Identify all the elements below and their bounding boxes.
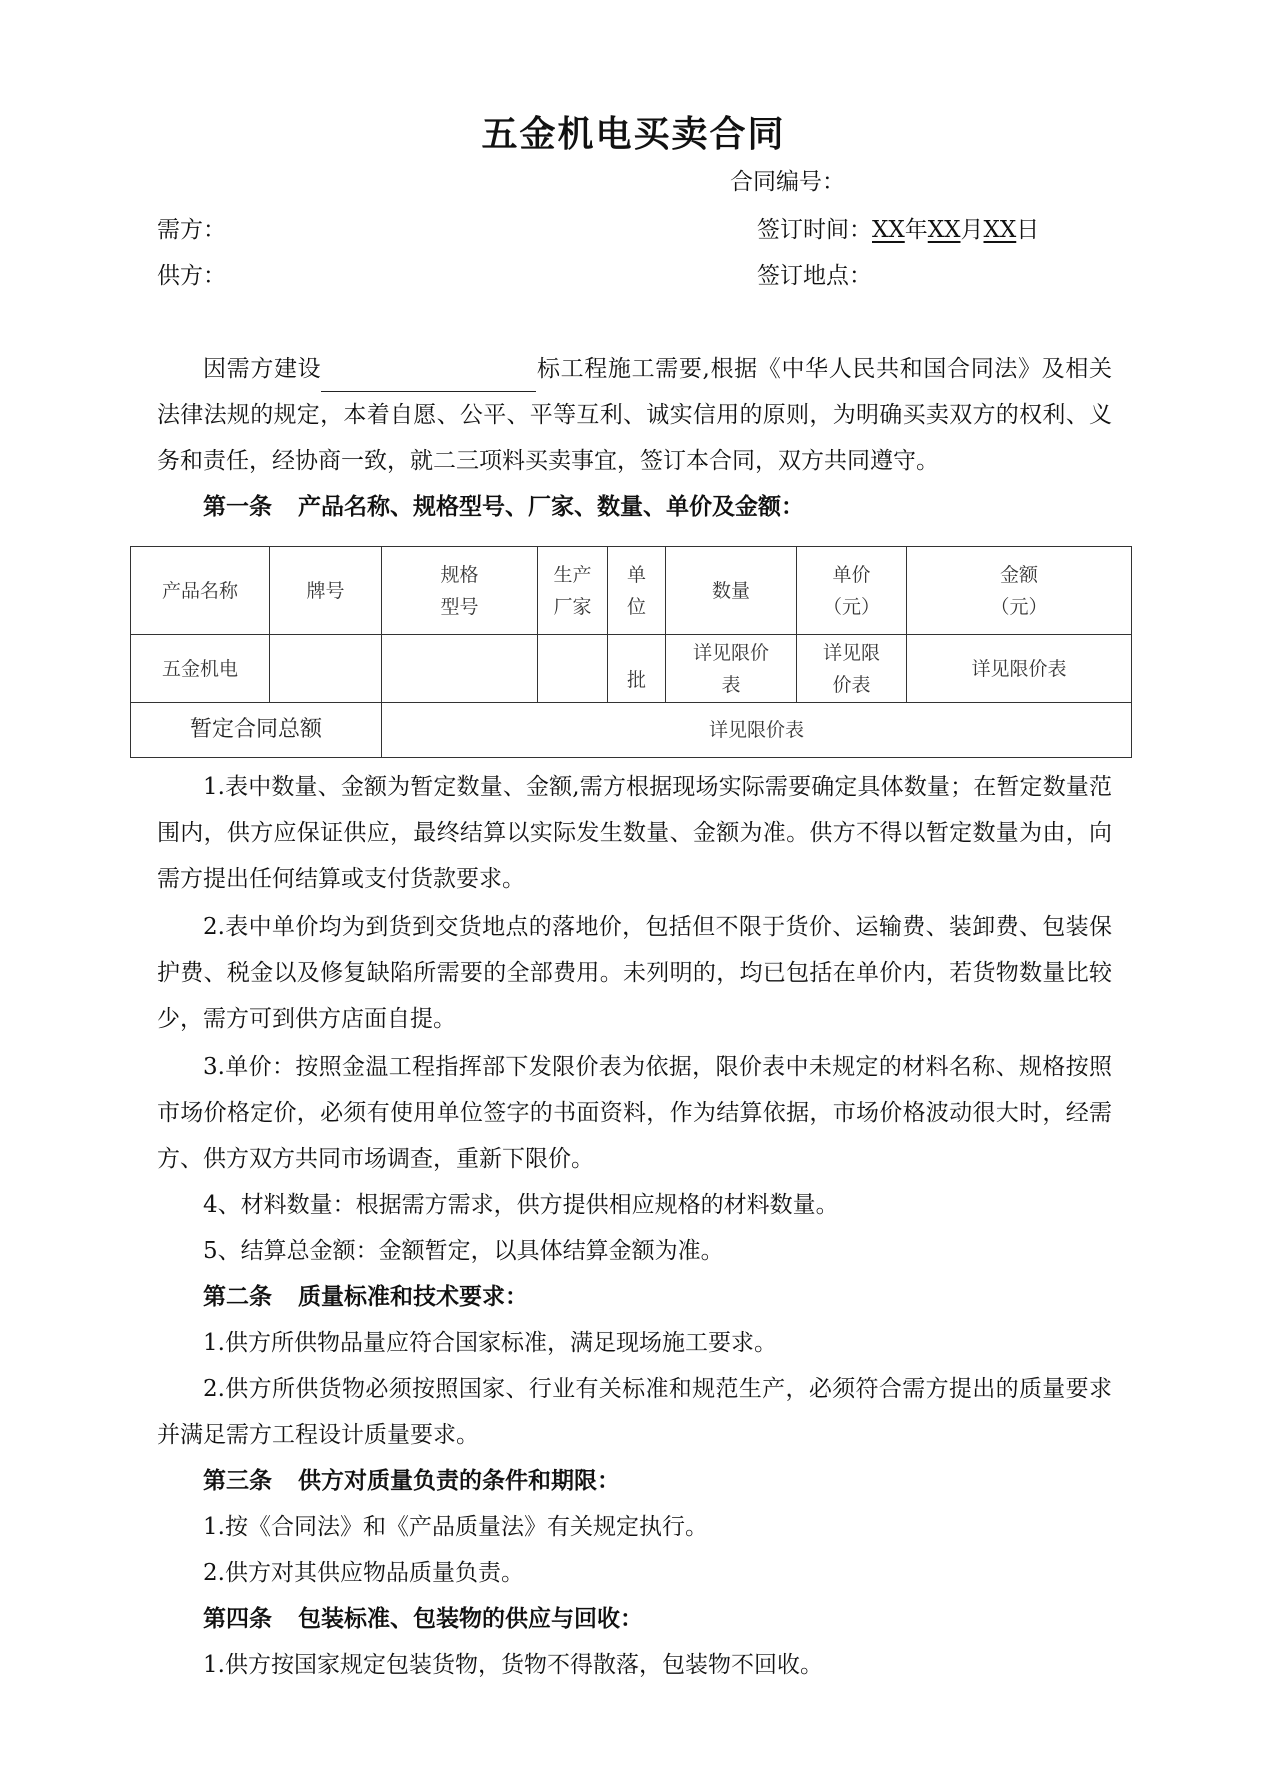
sign-date (757, 215, 1039, 245)
article4-item-1: 1.供方按国家规定包装货物，货物不得散落，包装物不回收。 (203, 1652, 823, 1678)
article2-heading (157, 1274, 1112, 1320)
header-quantity: 数量 (666, 547, 797, 635)
table-header-row (131, 547, 1132, 635)
intro-rest: 标工程施工需要,根据《中华人民共和国合同法》及相关法律法规的规定，本着自愿、公平、平等互利、诚实信用的原则，为明确买卖双方的权利、义务和责任，经协商一致，就二三项料买卖事宜，签订本合同，双方共同遵守。 (157, 356, 1112, 474)
article2-item-2: 2.供方所供货物必须按照国家、行业有关标准和规范生产，必须符合需方提出的质量要求并满足需方工程设计质量要求。 (157, 1376, 1112, 1448)
sign-year-label: 年 (904, 217, 928, 243)
header-amount: 金额 （元） (907, 547, 1132, 635)
article4-number: 第四条 (203, 1605, 272, 1632)
cell-amount: 详见限价表 (907, 635, 1132, 703)
header-brand: 牌号 (270, 547, 382, 635)
header-unit-price: 单价 （元） (797, 547, 907, 635)
buyer-label: 需方： (157, 217, 226, 243)
sign-day-value: XX (983, 217, 1017, 243)
article4-heading (157, 1596, 1112, 1642)
sign-place-label: 签订地点： (757, 263, 872, 289)
cell-quantity: 详见限价 表 (666, 635, 797, 703)
article2-title: 质量标准和技术要求： (298, 1283, 528, 1310)
cell-unit-price: 详见限 价表 (797, 635, 907, 703)
article1-number: 第一条 (203, 493, 272, 520)
article2-number: 第二条 (203, 1283, 272, 1310)
cell-brand (270, 635, 382, 703)
table-row (131, 635, 1132, 703)
article1-item-2: 2.表中单价均为到货到交货地点的落地价，包括但不限于货价、运输费、装卸费、包装保护费、税金以及修复缺陷所需要的全部费用。未列明的，均已包括在单价内，若货物数量比较少，需方可到供方店面自提。 (157, 914, 1112, 1032)
article3-heading (157, 1458, 1112, 1504)
article1-heading (157, 484, 1112, 530)
article3-title: 供方对质量负责的条件和期限： (298, 1467, 620, 1494)
total-label: 暂定合同总额 (131, 703, 382, 758)
project-name-blank (321, 365, 536, 392)
header-maker: 生产 厂家 (538, 547, 608, 635)
article3-item-1: 1.按《合同法》和《产品质量法》有关规定执行。 (203, 1514, 708, 1540)
product-table (130, 546, 1132, 758)
intro-prefix: 因需方建设 (203, 356, 322, 382)
document-title: 五金机电买卖合同 (481, 114, 786, 155)
article1-item-5: 5、结算总金额：金额暂定，以具体结算金额为准。 (203, 1238, 724, 1264)
article1-item-3: 3.单价：按照金温工程指挥部下发限价表为依据，限价表中未规定的材料名称、规格按照市场价格定价，必须有使用单位签字的书面资料，作为结算依据，市场价格波动很大时，经需方、供方双方共同市场调查，重新下限价。 (157, 1054, 1112, 1172)
supplier-label: 供方： (157, 263, 226, 289)
cell-spec (382, 635, 538, 703)
sign-month-label: 月 (960, 217, 984, 243)
article1-title: 产品名称、规格型号、厂家、数量、单价及金额： (298, 493, 804, 520)
article1-item-4: 4、材料数量：根据需方需求，供方提供相应规格的材料数量。 (203, 1192, 839, 1218)
sign-month-value: XX (927, 217, 961, 243)
total-value: 详见限价表 (382, 703, 1132, 758)
intro-paragraph (157, 346, 1112, 484)
table-total-row (131, 703, 1132, 758)
cell-product: 五金机电 (131, 635, 270, 703)
article1-item-1: 1.表中数量、金额为暂定数量、金额,需方根据现场实际需要确定具体数量；在暂定数量范围内，供方应保证供应，最终结算以实际发生数量、金额为准。供方不得以暂定数量为由，向需方提出任何结算或支付货款要求。 (157, 774, 1112, 892)
header-product: 产品名称 (131, 547, 270, 635)
header-spec: 规格 型号 (382, 547, 538, 635)
header-unit: 单 位 (608, 547, 666, 635)
cell-maker (538, 635, 608, 703)
article3-number: 第三条 (203, 1467, 272, 1494)
sign-date-label: 签订时间： (757, 217, 872, 243)
article3-item-2: 2.供方对其供应物品质量负责。 (203, 1560, 524, 1586)
cell-unit: 批 (608, 635, 666, 703)
article2-item-1: 1.供方所供物品量应符合国家标准，满足现场施工要求。 (203, 1330, 777, 1356)
contract-number-label: 合同编号： (730, 169, 845, 195)
article4-title: 包装标准、包装物的供应与回收： (298, 1605, 643, 1632)
sign-year-value: XX (872, 217, 905, 243)
sign-day-label: 日 (1016, 217, 1040, 243)
